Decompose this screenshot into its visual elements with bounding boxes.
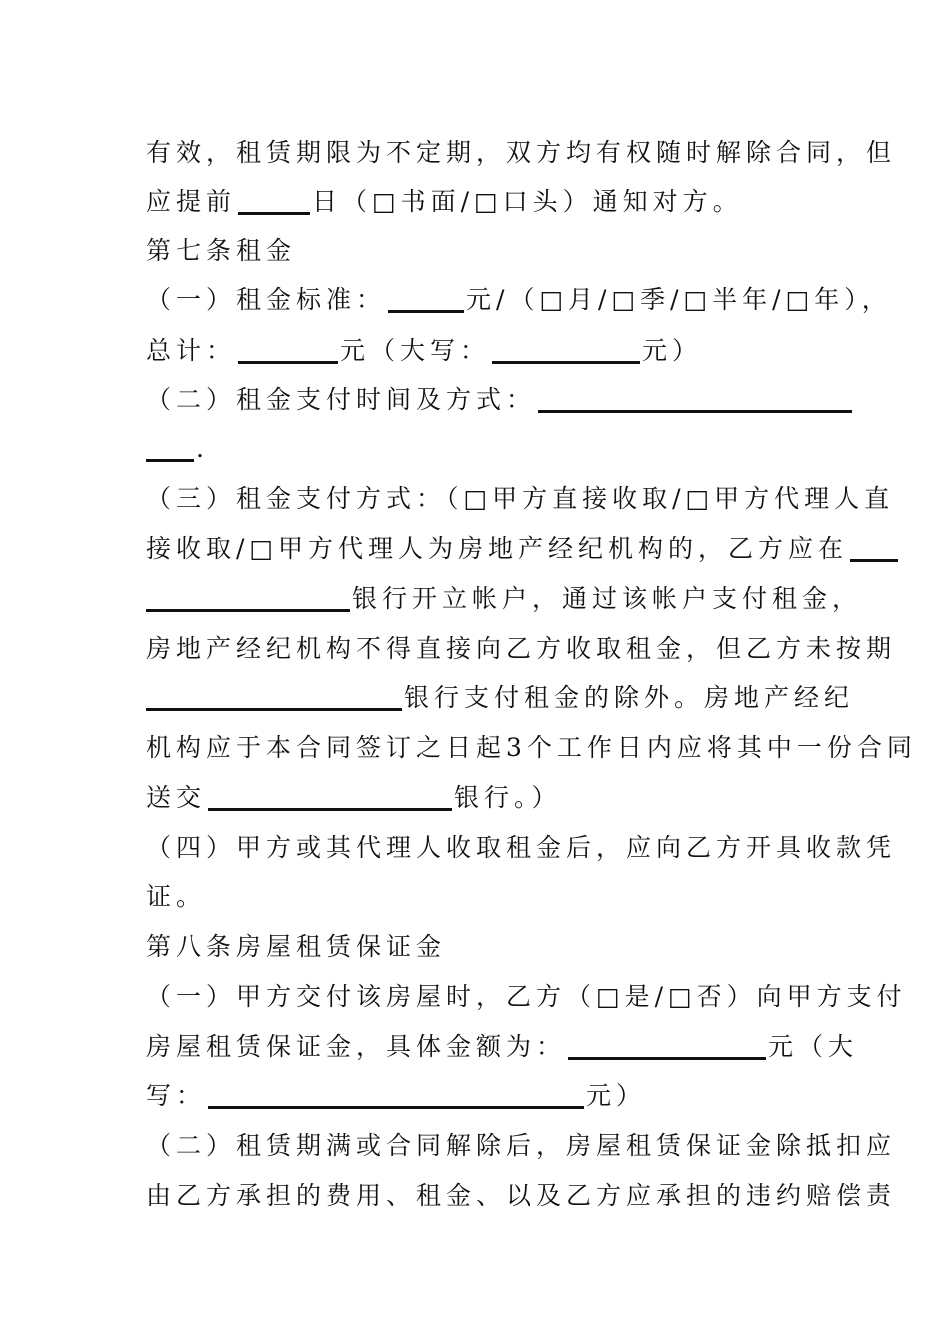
text-line [146,138,896,168]
text-line [146,584,862,614]
text-line [146,385,854,415]
line-text: 应提前 [146,187,237,216]
line-text: 有效，租赁期限为不定期，双方均有权随时解除合同，但 [146,138,897,167]
text-line [146,733,917,763]
text-line [146,336,702,366]
fill-in-blank [146,459,194,462]
text-line [146,534,900,564]
line-text: 第七条租金 [146,236,297,265]
fill-in-blank [146,708,402,711]
text-line [146,683,854,713]
fill-in-blank [538,410,852,413]
line-text: 银行开立帐户，通过该帐户支付租金， [352,584,863,613]
line-text: 房地产经纪机构不得直接向乙方收取租金，但乙方未按期 [146,634,897,663]
line-text: （三）租金支付方式：（□甲方直接收取/□甲方代理人直 [146,484,895,513]
fill-in-blank [208,808,452,811]
line-text: 写： [146,1081,207,1110]
line-text: 元） [586,1081,647,1110]
text-line [146,833,896,863]
fill-in-blank [492,361,640,364]
line-text: 元/（□月/□季/□半年/□年）， [466,285,892,314]
article-heading [146,236,296,266]
line-text: 接收取/□甲方代理人为房地产经纪机构的，乙方应在 [146,534,849,563]
line-text: 第八条房屋租赁保证金 [146,932,447,961]
line-text: 总计： [146,336,237,365]
text-line [146,1181,896,1211]
text-line [146,434,209,464]
text-line [146,1131,896,1161]
line-text: . [196,434,209,463]
line-text: 元（大写： [340,336,491,365]
text-line [146,1032,858,1062]
fill-in-blank [146,609,350,612]
line-text: 机构应于本合同签订之日起3个工作日内应将其中一份合同 [146,733,917,762]
text-line [146,783,562,813]
line-text: 元） [642,336,703,365]
article-heading [146,932,446,962]
fill-in-blank [850,559,898,562]
line-text: （一）租金标准： [146,285,387,314]
line-text: 元（大 [768,1032,859,1061]
line-text: 房屋租赁保证金，具体金额为： [146,1032,567,1061]
fill-in-blank [568,1057,766,1060]
line-text: 送交 [146,783,207,812]
line-text: （二）租赁期满或合同解除后，房屋租赁保证金除抵扣应 [146,1131,897,1160]
text-line [146,285,892,315]
line-text: 银行。） [454,783,562,812]
text-line [146,982,907,1012]
text-line [146,1081,646,1111]
line-text: 日（□书面/□口头）通知对方。 [312,187,743,216]
line-text: （一）甲方交付该房屋时，乙方（□是/□否）向甲方支付 [146,982,907,1011]
line-text: 银行支付租金的除外。房地产经纪 [404,683,855,712]
line-text: （四）甲方或其代理人收取租金后，应向乙方开具收款凭 [146,833,897,862]
line-text: 证。 [146,882,207,911]
fill-in-blank [238,212,310,215]
fill-in-blank [208,1106,584,1109]
text-line [146,882,206,912]
text-line [146,484,894,514]
line-text: 由乙方承担的费用、租金、以及乙方应承担的违约赔偿责 [146,1181,897,1210]
line-text: （二）租金支付时间及方式： [146,385,537,414]
text-line [146,187,743,217]
text-line [146,634,896,664]
fill-in-blank [388,310,464,313]
fill-in-blank [238,361,338,364]
